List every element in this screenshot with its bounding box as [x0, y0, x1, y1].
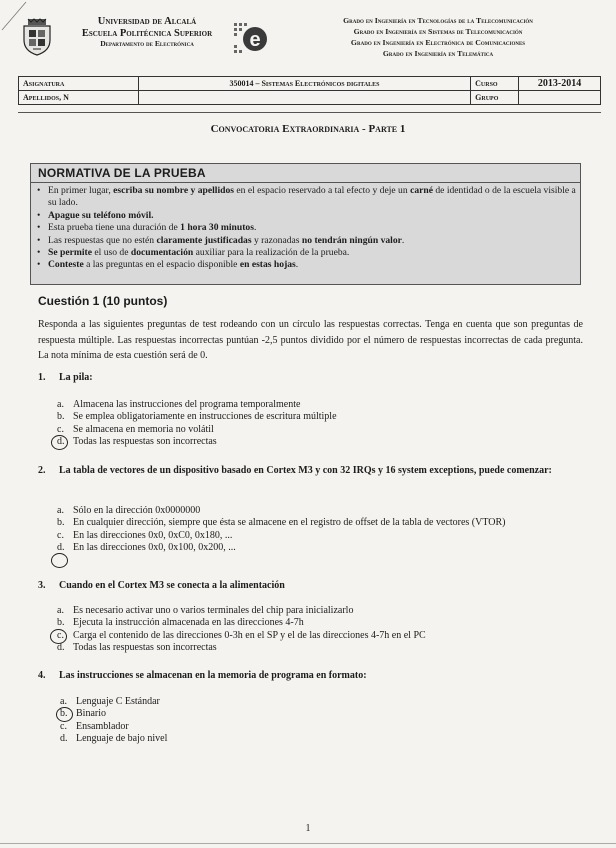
item-number: 3. — [38, 580, 46, 591]
rule-item: • Se permite el uso de documentación auxiliar para la realización de la prueba. — [36, 247, 576, 259]
item-number: 1. — [38, 372, 46, 383]
course-label: Curso — [471, 77, 519, 91]
university-crest-logo — [20, 18, 54, 56]
rule-item: • Esta prueba tiene una duración de 1 hora 30 minutos. — [36, 222, 576, 234]
rule-item: • Las respuestas que no estén claramente justificadas y razonadas no tendrán ningún valor. — [36, 235, 576, 247]
option-d[interactable]: d. Lenguaje de bajo nivel — [60, 733, 168, 745]
rule-item: • Apague su teléfono móvil. — [36, 210, 576, 222]
rules-list — [36, 185, 576, 272]
rules-title: NORMATIVA DE LA PRUEBA — [38, 166, 206, 180]
item-number: 4. — [38, 670, 46, 681]
rule-item: • En primer lugar, escriba su nombre y apellidos en el espacio reservado a tal efecto y deje un carné de identidad o de la escuela visible a su lado. — [36, 185, 576, 210]
answer-circle-mark — [51, 553, 68, 568]
item-1-question — [38, 371, 583, 385]
rules-title-divider — [31, 182, 580, 183]
university-name: Universidad de Alcalá — [97, 16, 197, 27]
degree-line: Grado en Ingeniería en Electrónica de Comunicaciones — [350, 38, 526, 48]
school-name: Escuela Politécnica Superior — [81, 28, 213, 40]
rules-box — [30, 163, 581, 285]
item-text: La tabla de vectores de un dispositivo basado en Cortex M3 y con 32 IRQs y 16 system exceptions, puede comenzar: — [59, 465, 552, 476]
rule-item: • Conteste a las preguntas en el espacio disponible en estas hojas. — [36, 259, 576, 271]
header-divider — [18, 112, 601, 113]
option-b[interactable]: b. Binario — [60, 708, 106, 720]
degree-line: Grado en Ingeniería en Telemática — [382, 49, 494, 59]
option-d[interactable]: d. Todas las respuestas son incorrectas — [57, 642, 217, 654]
option-c[interactable]: c. En las direcciones 0x0, 0xC0, 0x180, ... — [57, 529, 233, 541]
option-d[interactable]: d. Todas las respuestas son incorrectas — [57, 436, 217, 448]
item-text: La pila: — [59, 372, 93, 383]
option-a[interactable]: a. Es necesario activar uno o varios terminales del chip para inicializarlo — [57, 605, 354, 616]
answer-circle-mark — [50, 629, 67, 644]
item-text: Las instrucciones se almacenan en la memoria de programa en formato: — [59, 670, 367, 681]
item-3-options — [57, 605, 577, 655]
degree-line: Grado en Ingeniería en Sistemas de Telecomunicación — [353, 27, 523, 37]
item-4-question — [38, 669, 583, 683]
option-b[interactable]: b. Se emplea obligatoriamente en instrucciones de escritura múltiple — [57, 411, 337, 423]
option-a[interactable]: a. Sólo en la dirección 0x0000000 — [57, 505, 201, 516]
group-field[interactable] — [519, 91, 601, 105]
item-3-question — [38, 579, 583, 593]
answer-circle-mark — [51, 435, 68, 450]
exam-info-table — [18, 76, 601, 105]
option-a[interactable]: a. Almacena las instrucciones del programa temporalmente — [57, 399, 301, 410]
school-e-logo — [231, 19, 271, 59]
option-a[interactable]: a. Lenguaje C Estándar — [60, 696, 160, 707]
footer-divider — [0, 843, 616, 844]
group-label: Grupo — [471, 91, 519, 105]
item-number: 2. — [38, 465, 46, 476]
answer-circle-mark — [56, 707, 73, 722]
degree-line: Grado en Ingeniería en Tecnologías de la Telecomunicación — [343, 16, 533, 25]
item-2-options — [57, 505, 577, 555]
exam-title: Convocatoria Extraordinaria - Parte 1 — [210, 123, 406, 135]
svg-text:e: e — [249, 29, 261, 51]
option-d[interactable]: d. En las direcciones 0x0, 0x100, 0x200, ... — [57, 542, 236, 554]
name-label: Apellidos, N — [19, 91, 139, 105]
page-number: 1 — [305, 823, 311, 834]
course-value: 2013-2014 — [519, 77, 601, 91]
subject-value: 350014 – Sistemas Electrónicos digitales — [138, 77, 470, 91]
item-text: Cuando en el Cortex M3 se conecta a la alimentación — [59, 580, 285, 591]
name-field[interactable] — [138, 91, 470, 105]
option-c[interactable]: c. Se almacena en memoria no volátil — [57, 423, 214, 435]
subject-label: Asignatura — [19, 77, 139, 91]
option-c[interactable]: c. Ensamblador — [60, 720, 129, 732]
question-1-title: Cuestión 1 (10 puntos) — [38, 294, 168, 308]
item-4-options — [60, 696, 580, 746]
item-1-options — [57, 399, 577, 449]
option-b[interactable]: b. Ejecuta la instrucción almacenada en las direcciones 4-7h — [57, 617, 304, 629]
department-name: Departamento de Electrónica — [100, 39, 194, 49]
university-block — [63, 16, 231, 49]
question-1-intro: Responda a las siguientes preguntas de test rodeando con un círculo las respuestas correctas. Tenga en cuenta que son preguntas de respuesta múltiple. Las respuestas incorrectas puntúan -2,5 puntos dividido por el número de respuestas incorrectas de cada pregunta. La nota mínima de esta cuestión será de 0. — [38, 319, 583, 361]
option-b[interactable]: b. En cualquier dirección, siempre que ésta se almacene en el registro de offset de la tabla de vectores (VTOR) — [57, 517, 506, 529]
degree-list — [277, 15, 599, 59]
item-2-question — [38, 464, 583, 478]
option-c[interactable]: c. Carga el contenido de las direcciones 0-3h en el SP y el de las direcciones 4-7h en el PC — [57, 629, 426, 641]
